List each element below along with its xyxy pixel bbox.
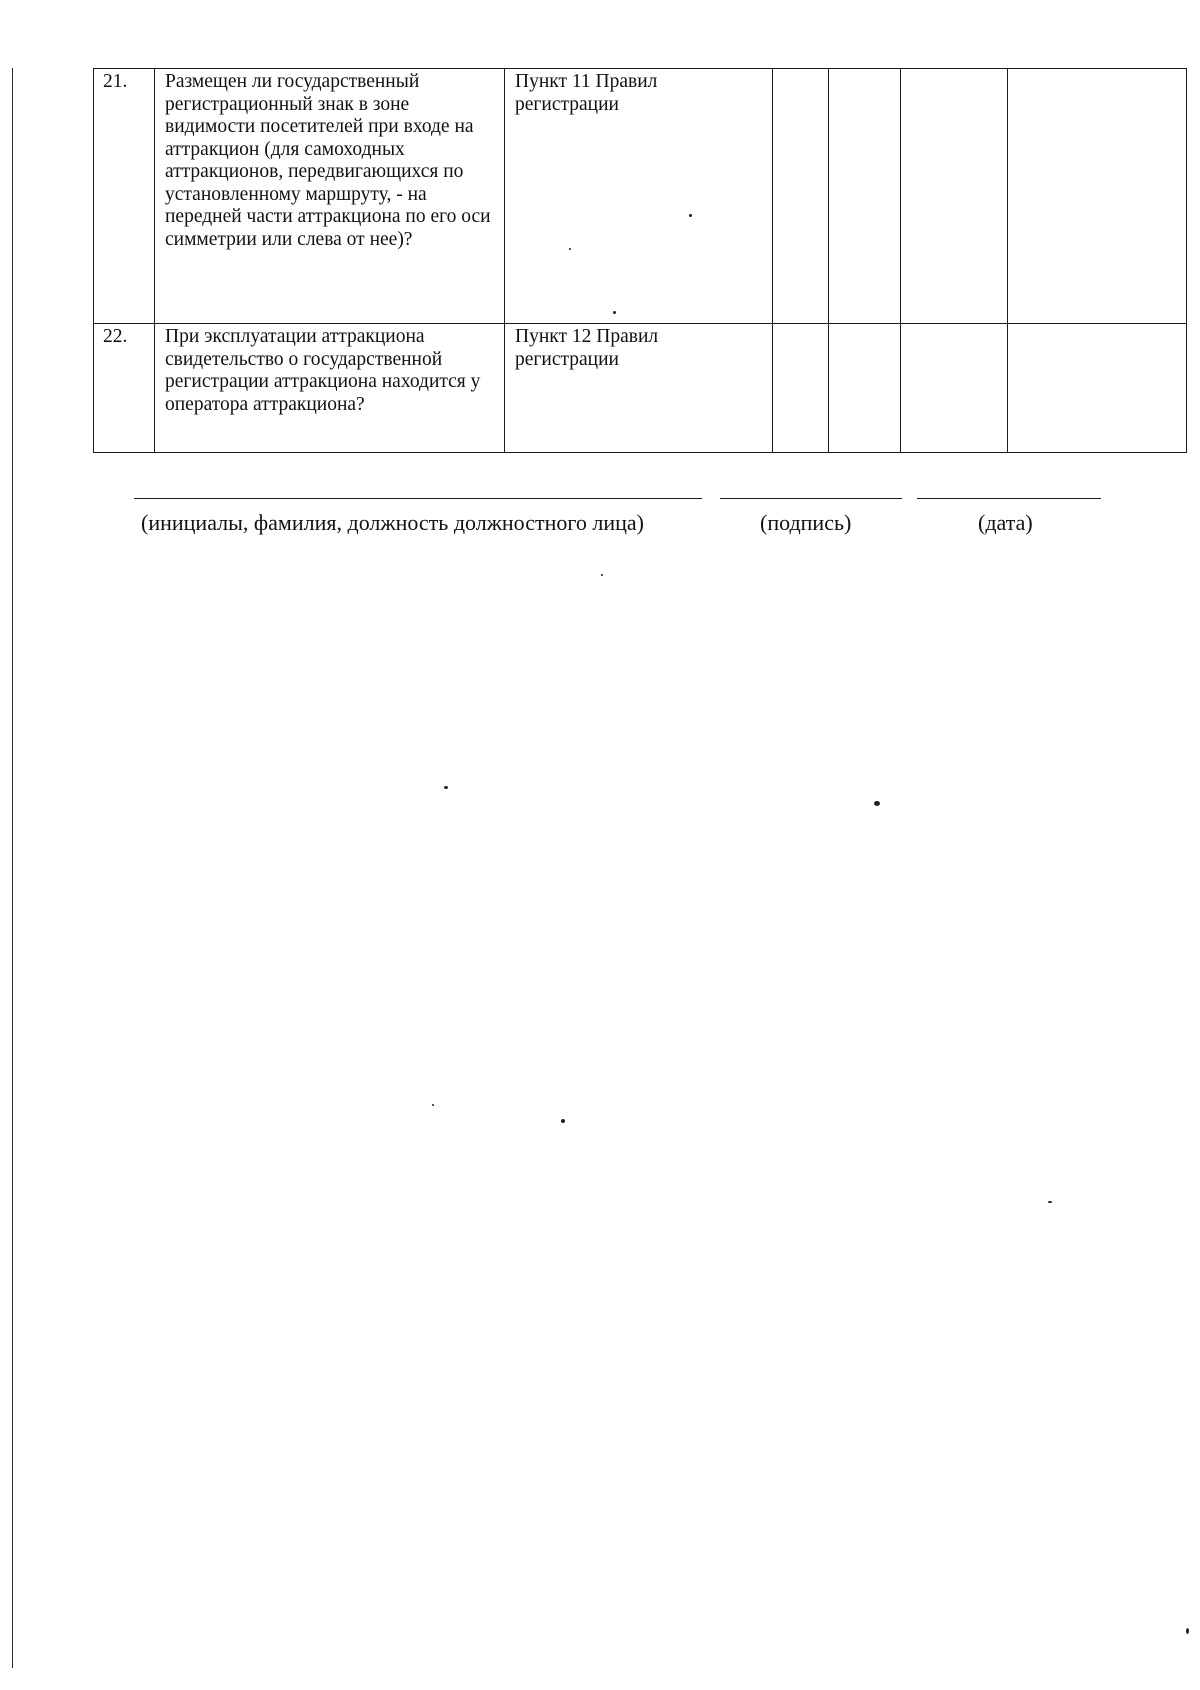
answer-cell-no[interactable]	[829, 69, 901, 324]
answer-cell-yes[interactable]	[773, 324, 829, 453]
notes-cell[interactable]	[1008, 324, 1187, 453]
row-number: 21.	[94, 69, 155, 324]
answer-cell-not-applicable[interactable]	[901, 324, 1008, 453]
scan-speck	[432, 1104, 434, 1106]
notes-cell[interactable]	[1008, 69, 1187, 324]
scan-speck	[689, 214, 692, 217]
scan-edge-line	[12, 68, 13, 1668]
table-row	[94, 69, 1187, 324]
official-name-line[interactable]	[134, 498, 702, 499]
row-question: При эксплуатации аттракциона свидетельство о государственной регистрации аттракциона находится у оператора аттракциона?	[155, 324, 505, 453]
scan-speck	[601, 574, 603, 576]
signature-line[interactable]	[720, 498, 902, 499]
table-row	[94, 324, 1187, 453]
scan-speck	[613, 311, 616, 314]
scan-speck	[444, 786, 448, 789]
scan-speck	[561, 1119, 565, 1123]
signature-caption: (подпись)	[760, 510, 852, 535]
answer-cell-no[interactable]	[829, 324, 901, 453]
row-question: Размещен ли государственный регистрационный знак в зоне видимости посетителей при входе на аттракцион (для самоходных аттракционов, передвигающихся по установленному маршруту, - на передней части аттракциона по его оси симметрии или слева от нее)?	[155, 69, 505, 324]
scan-speck	[874, 801, 880, 806]
date-line[interactable]	[917, 498, 1101, 499]
row-reference: Пункт 12 Правил регистрации	[505, 324, 773, 453]
scan-speck	[1048, 1201, 1052, 1203]
checklist-table	[93, 68, 1187, 453]
scan-speck	[1186, 1628, 1189, 1634]
date-caption: (дата)	[978, 510, 1033, 535]
scan-speck	[569, 248, 571, 250]
row-reference: Пункт 11 Правил регистрации	[505, 69, 773, 324]
answer-cell-not-applicable[interactable]	[901, 69, 1008, 324]
official-caption: (инициалы, фамилия, должность должностного лица)	[141, 510, 644, 535]
answer-cell-yes[interactable]	[773, 69, 829, 324]
row-number: 22.	[94, 324, 155, 453]
